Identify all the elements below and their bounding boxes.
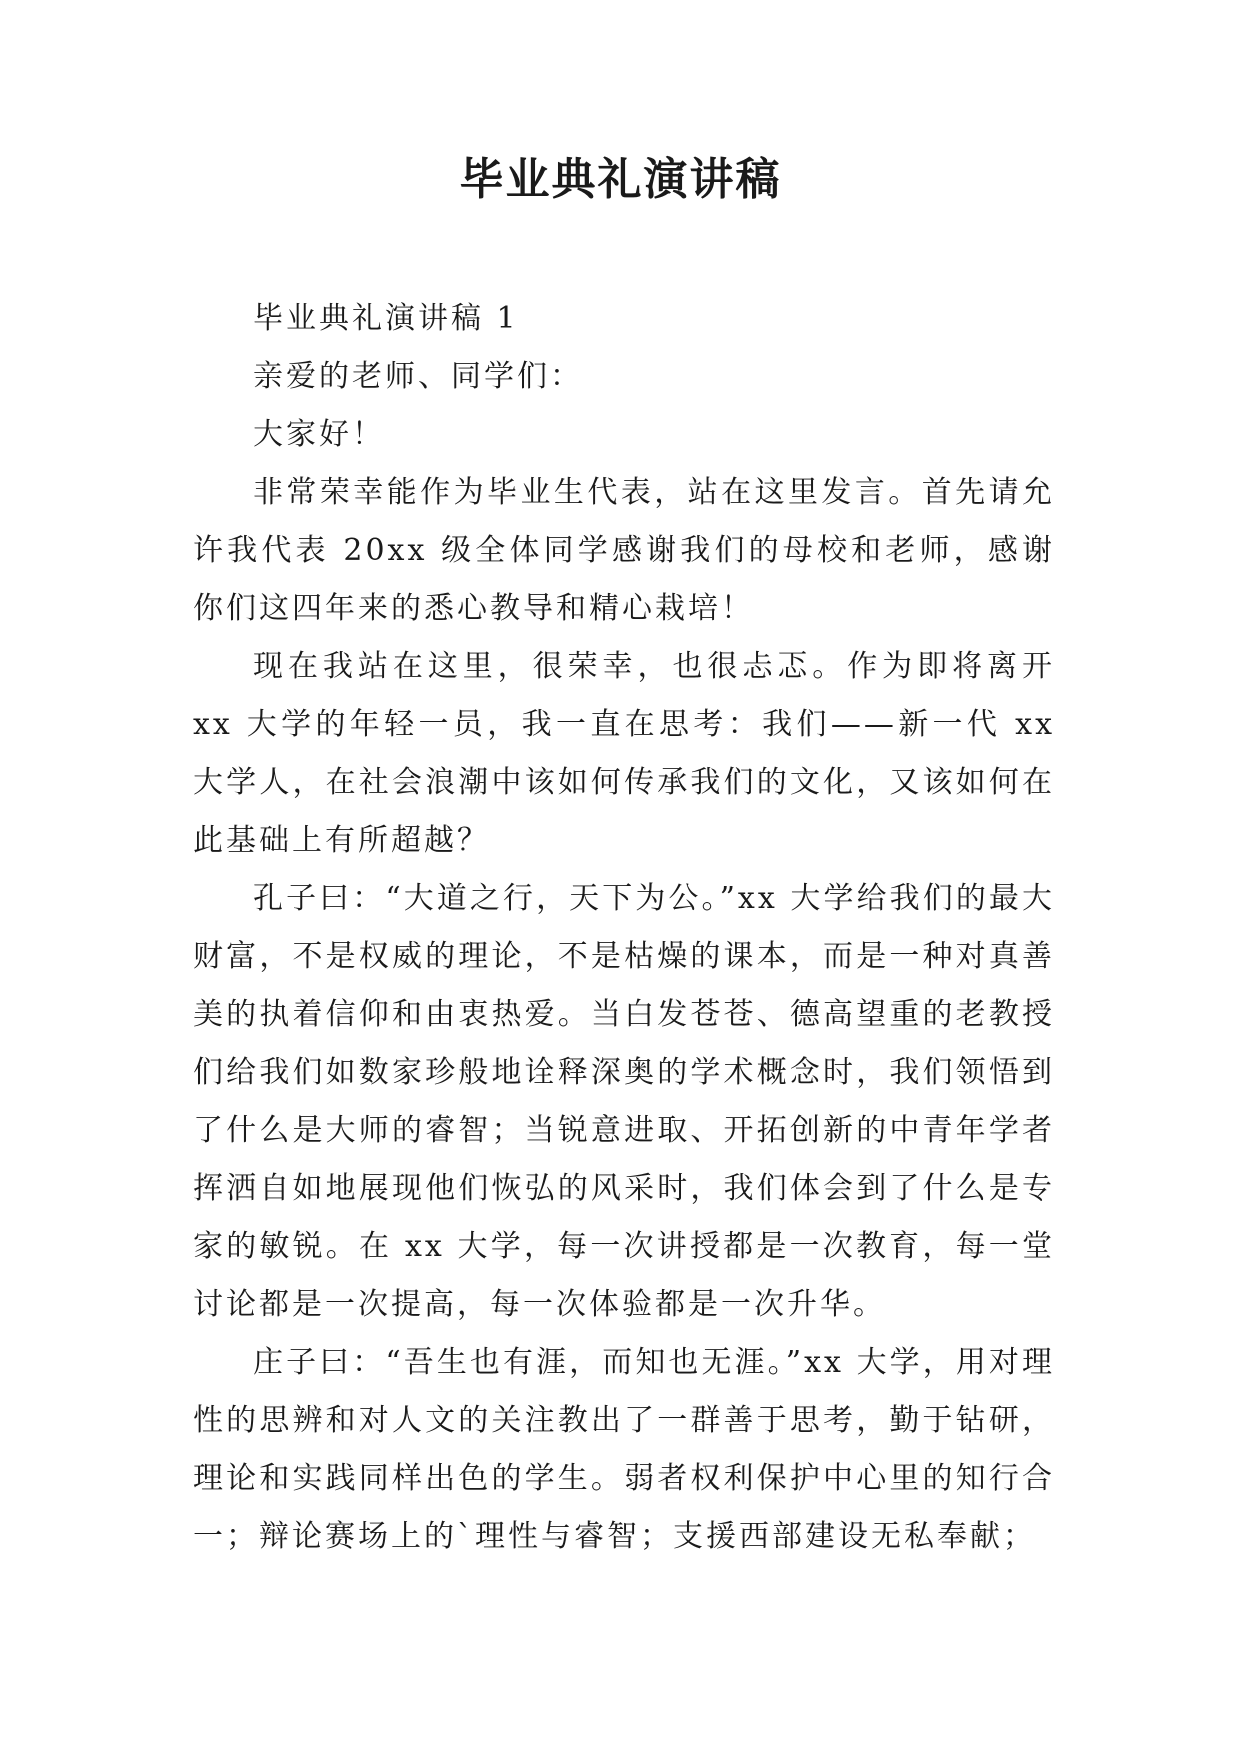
- document-title: 毕业典礼演讲稿: [459, 154, 782, 205]
- paragraph: 非常荣幸能作为毕业生代表，站在这里发言。首先请允许我代表 20xx 级全体同学感谢我们的母校和老师，感谢你们这四年来的悉心教导和精心栽培！: [193, 475, 1055, 626]
- paragraph: 庄子曰：“吾生也有涯，而知也无涯。”xx 大学，用对理性的思辨和对人文的关注教出了一群善于思考，勤于钻研，理论和实践同样出色的学生。弱者权利保护中心里的知行合一；辩论赛场上的`理性与睿智；支援西部建设无私奉献；: [193, 1345, 1055, 1554]
- paragraph: 孔子曰：“大道之行，天下为公。”xx 大学给我们的最大财富，不是权威的理论，不是枯燥的课本，而是一种对真善美的执着信仰和由衷热爱。当白发苍苍、德高望重的老教授们给我们如数家珍般地诠释深奥的学术概念时，我们领悟到了什么是大师的睿智；当锐意进取、开拓创新的中青年学者挥洒自如地展现他们恢弘的风采时，我们体会到了什么是专家的敏锐。在 xx 大学，每一次讲授都是一次教育，每一堂讨论都是一次提高，每一次体验都是一次升华。: [193, 881, 1055, 1322]
- paragraph: 现在我站在这里，很荣幸，也很忐忑。作为即将离开 xx 大学的年轻一员，我一直在思考：我们——新一代 xx 大学人，在社会浪潮中该如何传承我们的文化，又该如何在此基础上有所超越？: [193, 649, 1055, 858]
- document-body: [193, 290, 1055, 1566]
- paragraph-subtitle: 毕业典礼演讲稿 1: [253, 301, 519, 336]
- paragraph-salutation: 亲爱的老师、同学们：: [253, 359, 583, 394]
- paragraph-greeting: 大家好！: [253, 417, 385, 452]
